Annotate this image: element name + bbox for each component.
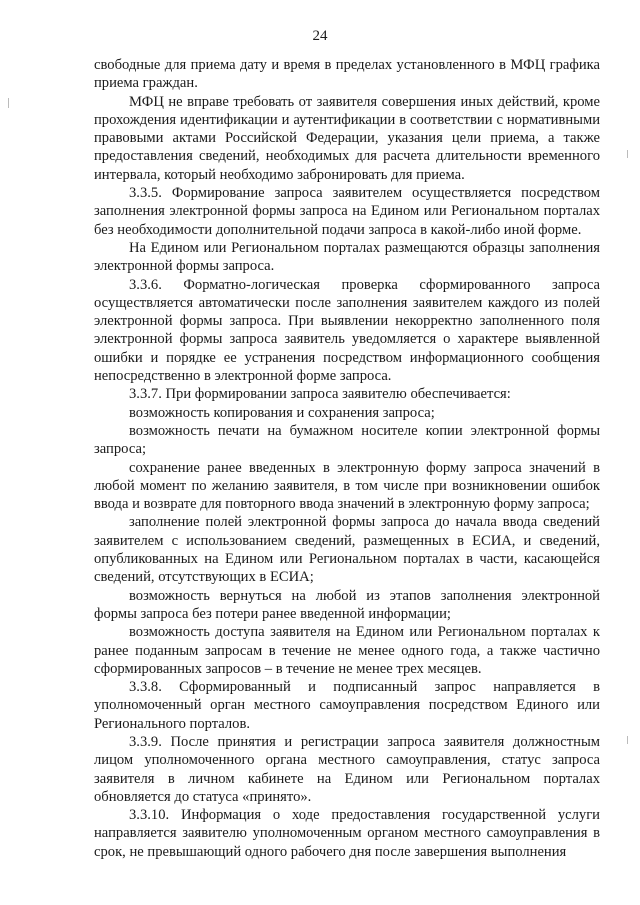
paragraph: 3.3.7. При формировании запроса заявителю обеспечивается: bbox=[129, 386, 511, 403]
paragraph: 3.3.9. После принятия и регистрации запроса заявителя должностным лицом уполномоченного органа местного самоуправления, статус запроса заявителя в личном кабинете на Едином или Региональном порталах обновляется до статуса «принято». bbox=[94, 733, 600, 805]
scan-mark bbox=[8, 98, 9, 108]
paragraph: возможность вернуться на любой из этапов заполнения электронной формы запроса без потери ранее введенной информации; bbox=[94, 587, 600, 622]
paragraph: возможность доступа заявителя на Едином или Региональном порталах к ранее поданным запросам в течение не менее одного года, а также частично сформированных запросов – в течение не менее трех месяцев. bbox=[94, 624, 600, 677]
paragraph: свободные для приема дату и время в пределах установленного в МФЦ графика приема граждан. bbox=[94, 57, 600, 92]
paragraph: возможность печати на бумажном носителе копии электронной формы запроса; bbox=[94, 422, 600, 458]
paragraph: 3.3.5. Формирование запроса заявителем осуществляется посредством заполнения электронной формы запроса на Едином или Региональном порталах без необходимости дополнительной подачи запроса в какой-либо иной форме. bbox=[94, 185, 600, 238]
page-number: 24 bbox=[312, 28, 328, 44]
paragraph: 3.3.10. Информация о ходе предоставления государственной услуги направляется заявителю уполномоченным органом местного самоуправления в срок, не превышающий одного рабочего дня после завершения выполнения bbox=[94, 807, 600, 860]
document-body bbox=[94, 56, 600, 861]
paragraph: 3.3.8. Сформированный и подписанный запрос направляется в уполномоченный орган местного самоуправления посредством Единого или Регионального порталов. bbox=[94, 679, 600, 732]
scan-mark bbox=[627, 736, 628, 744]
paragraph: МФЦ не вправе требовать от заявителя совершения иных действий, кроме прохождения идентификации и аутентификации в соответствии с нормативными правовыми актами Российской Федерации, указания цели приема, а также предоставления сведений, необходимых для расчета длительности временного интервала, который необходимо забронировать для приема. bbox=[94, 93, 600, 183]
paragraph: 3.3.6. Форматно-логическая проверка сформированного запроса осуществляется автоматически после заполнения заявителем каждого из полей электронной формы запроса. При выявлении некорректно заполненного поля электронной формы запроса заявитель уведомляется о характере выявленной ошибки и порядке ее устранения посредством информационного сообщения непосредственно в электронной форме запроса. bbox=[94, 276, 600, 385]
paragraph: возможность копирования и сохранения запроса; bbox=[129, 404, 435, 421]
paragraph: заполнение полей электронной формы запроса до начала ввода сведений заявителем с использованием сведений, размещенных в ЕСИА, и сведений, опубликованных на Едином или Региональном порталах в части, касающейся сведений, отсутствующих в ЕСИА; bbox=[94, 514, 600, 586]
paragraph: сохранение ранее введенных в электронную форму запроса значений в любой момент по желанию заявителя, в том числе при возникновении ошибок ввода и возврате для повторного ввода значений в электронную форму запроса; bbox=[94, 459, 600, 513]
paragraph: На Едином или Региональном порталах размещаются образцы заполнения электронной формы запроса. bbox=[94, 239, 600, 275]
scan-mark bbox=[627, 150, 628, 158]
